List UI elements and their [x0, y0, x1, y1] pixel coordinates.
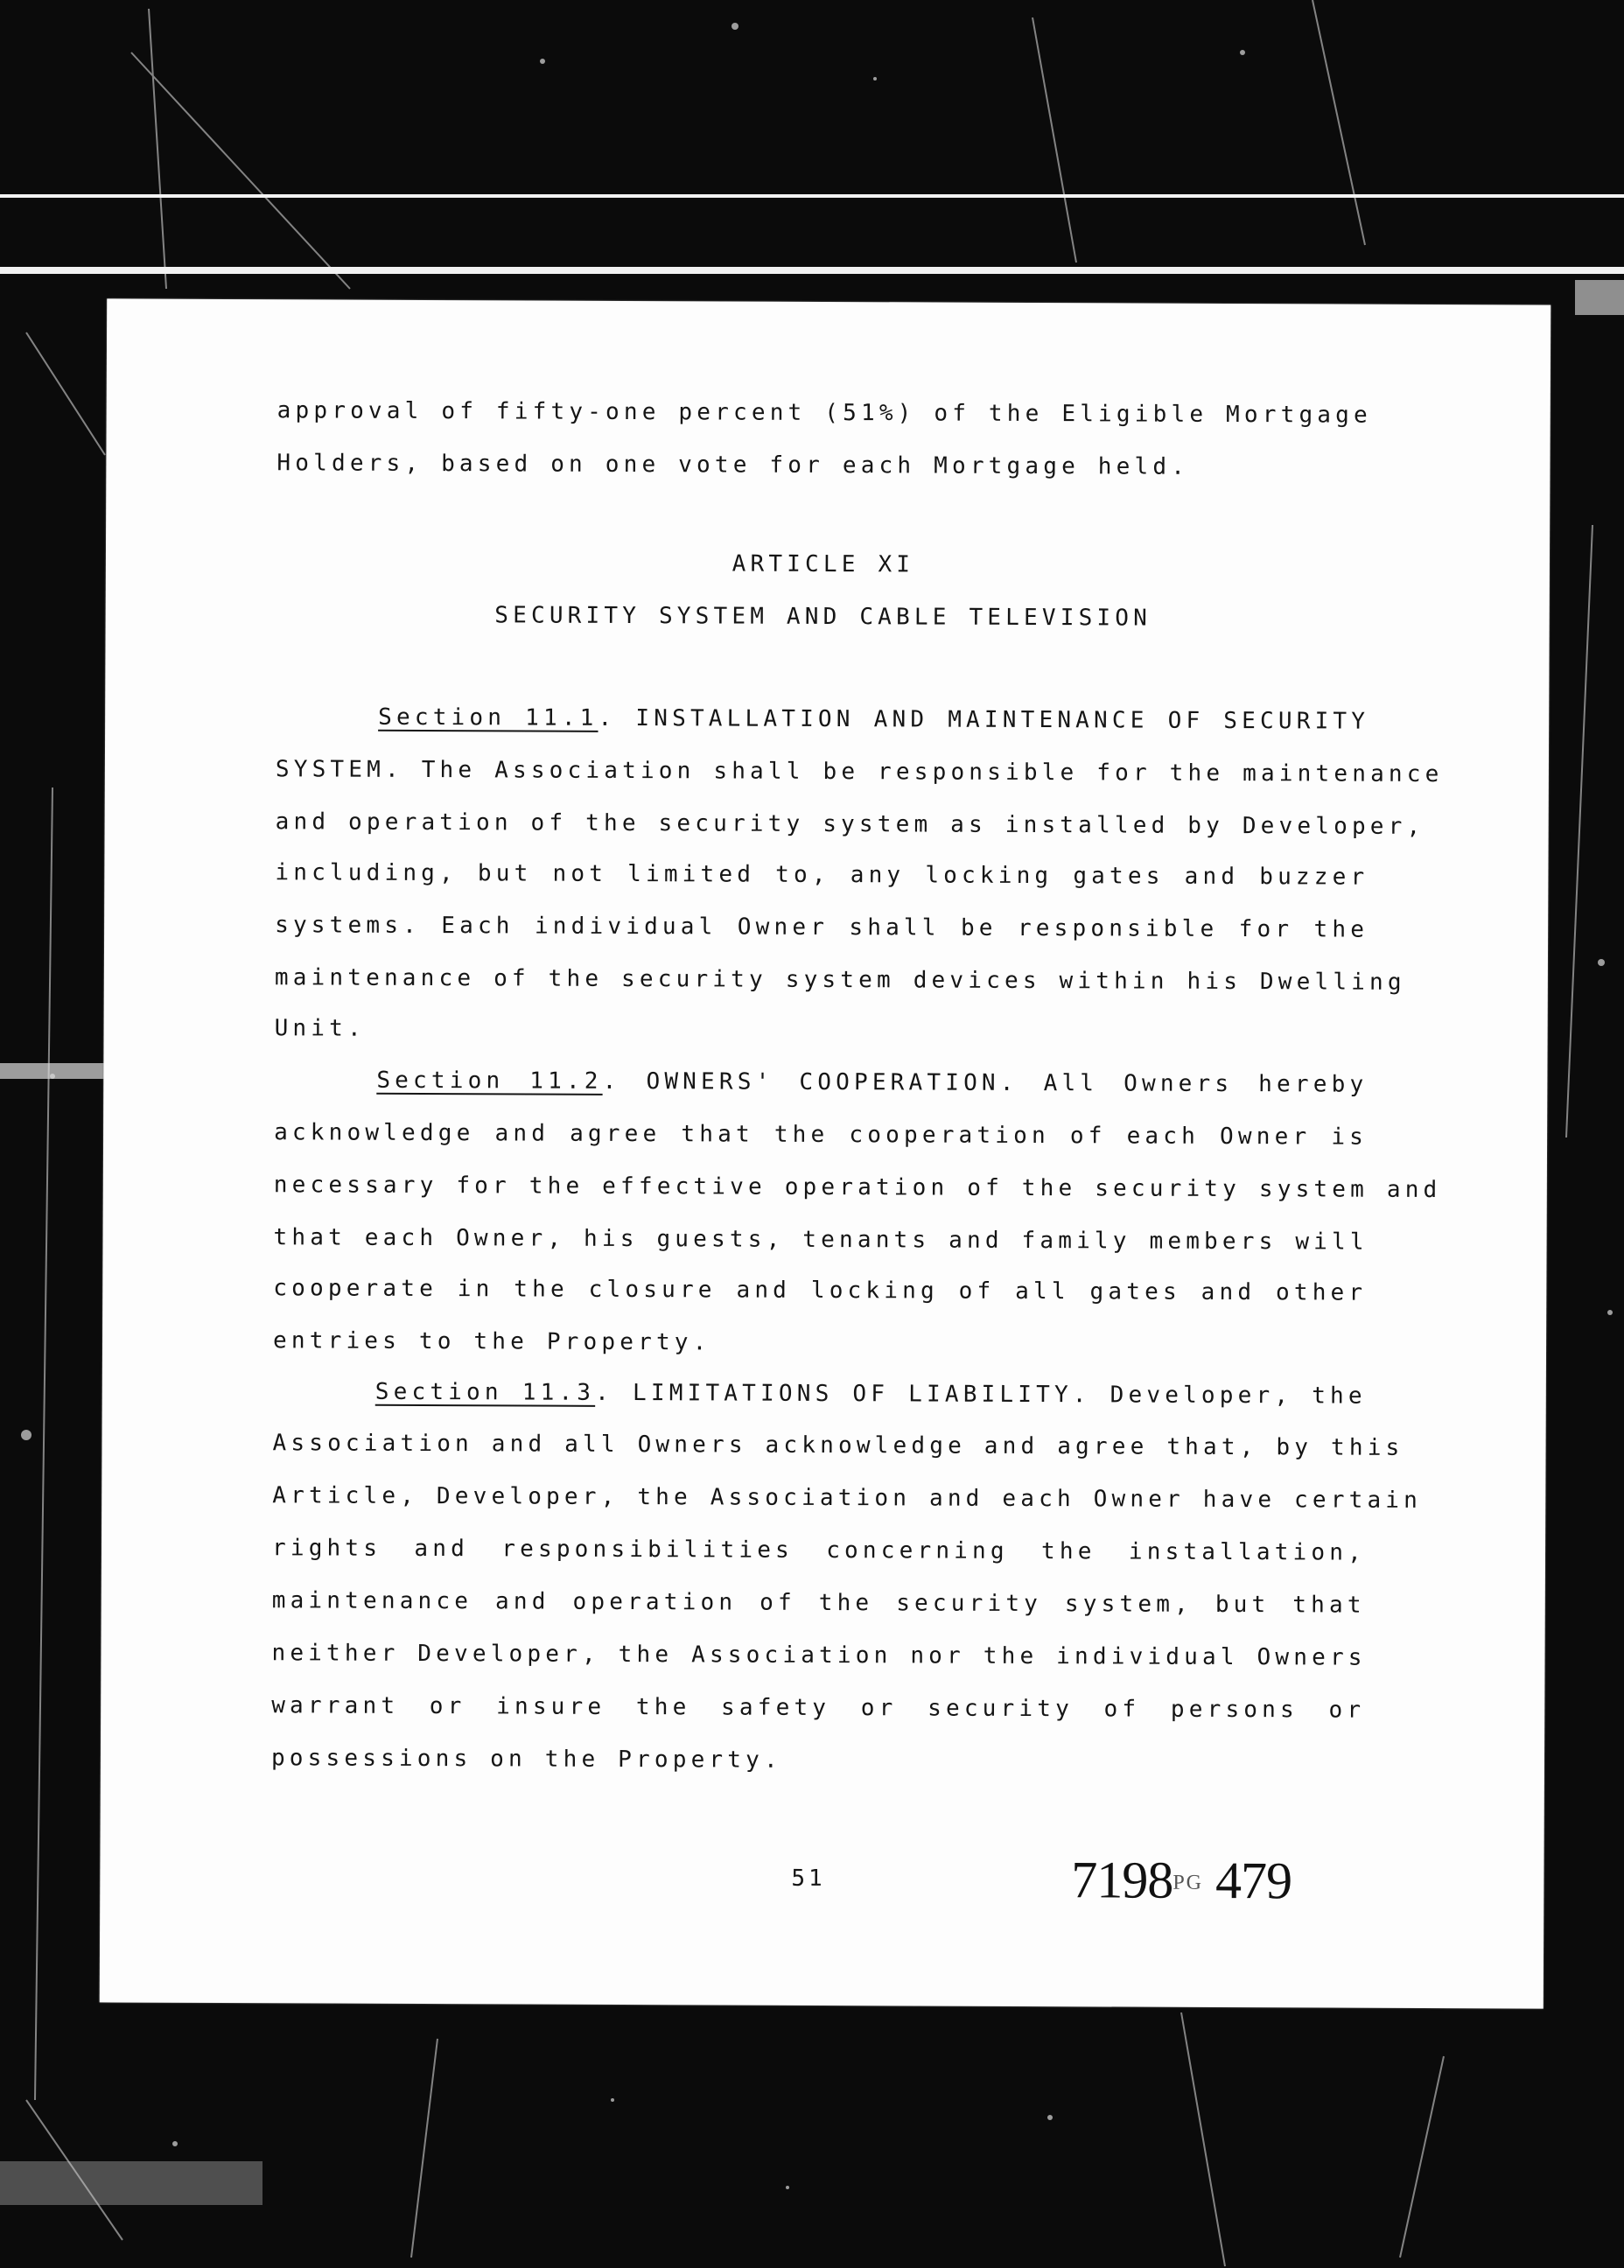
section-heading: . OWNERS' COOPERATION. All Owners hereby — [602, 1068, 1368, 1098]
section-heading: . INSTALLATION AND MAINTENANCE OF SECURITY — [598, 704, 1370, 735]
top-rule — [0, 194, 1624, 198]
body-line: approval of fifty-one percent (51%) of the Eligible Mortgage — [276, 397, 1372, 429]
body-line: systems. Each individual Owner shall be responsible for the — [275, 912, 1369, 943]
body-line: possessions on the Property. — [270, 1745, 782, 1774]
recording-book-page-stamp — [1071, 1850, 1292, 1911]
document-page — [100, 298, 1550, 2008]
body-line: acknowledge and agree that the cooperation of each Owner is — [274, 1119, 1368, 1151]
body-line: that each Owner, his guests, tenants and family members will — [273, 1224, 1368, 1256]
section-label: Section 11.1 — [378, 704, 598, 732]
book-number: 7198 — [1071, 1851, 1173, 1909]
body-line: Article, Developer, the Association and each Owner have certain — [272, 1482, 1423, 1514]
section-label: Section 11.2 — [376, 1067, 603, 1095]
body-line: rights and responsibilities concerning the installation, — [271, 1535, 1367, 1566]
article-subtitle: SECURITY SYSTEM AND CABLE TELEVISION — [494, 602, 1152, 632]
top-rule-lower — [0, 267, 1624, 274]
body-line: entries to the Property. — [272, 1327, 711, 1356]
book-page-number: 479 — [1214, 1851, 1292, 1910]
body-line: warrant or insure the safety or security of persons or — [271, 1692, 1366, 1724]
page-number: 51 — [791, 1865, 826, 1893]
body-line: and operation of the security system as installed by Developer, — [275, 808, 1425, 840]
body-line: Unit. — [274, 1015, 366, 1042]
body-line: cooperate in the closure and locking of all gates and other — [273, 1275, 1368, 1306]
body-line: maintenance of the security system devices within his Dwelling — [274, 964, 1406, 996]
article-title: ARTICLE XI — [732, 550, 915, 578]
body-line: maintenance and operation of the security system, but that — [271, 1587, 1366, 1619]
body-line: neither Developer, the Association nor the individual Owners — [271, 1640, 1367, 1671]
section-heading-line — [274, 1067, 1368, 1097]
body-line: necessary for the effective operation of the security system and — [273, 1172, 1442, 1204]
section-heading-line — [276, 704, 1369, 734]
section-heading: . LIMITATIONS OF LIABILITY. Developer, the — [595, 1379, 1367, 1410]
body-line: Holders, based on one vote for each Mortgage held. — [276, 450, 1190, 480]
body-line: Association and all Owners acknowledge and agree that, by this — [272, 1430, 1404, 1461]
section-label: Section 11.3 — [374, 1378, 596, 1406]
body-line: including, but not limited to, any locking gates and buzzer — [275, 859, 1369, 891]
body-line: SYSTEM. The Association shall be responsible for the maintenance — [275, 756, 1444, 788]
page-mark: PG — [1172, 1871, 1204, 1894]
section-heading-line — [273, 1378, 1367, 1409]
